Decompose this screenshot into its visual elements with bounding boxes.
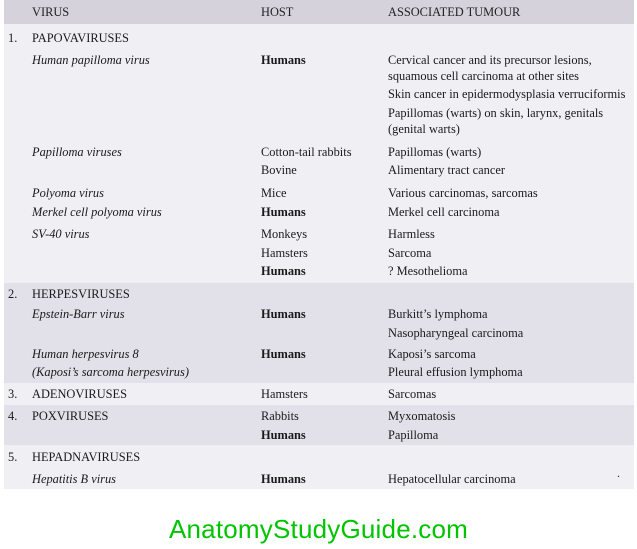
virus-name: SV-40 virus <box>32 227 90 241</box>
virus-name: Epstein-Barr virus <box>32 307 125 321</box>
tumour-name: Papilloma <box>388 428 439 442</box>
tumour-name: Merkel cell carcinoma <box>388 205 500 219</box>
group-name: HERPESVIRUSES <box>32 287 130 301</box>
tumour-name: Kaposi’s sarcoma <box>388 347 476 361</box>
header-tumour: ASSOCIATED TUMOUR <box>388 5 521 19</box>
virus-name: Hepatitis B virus <box>32 472 116 486</box>
tumour-name: Cervical cancer and its precursor lesions, <box>388 53 592 67</box>
host-name: Bovine <box>261 163 297 177</box>
group-name: PAPOVAVIRUSES <box>32 31 129 45</box>
host-name: Humans <box>261 205 306 219</box>
tumour-name: Hepatocellular carcinoma <box>388 472 516 486</box>
tumour-name: squamous cell carcinoma at other sites <box>388 69 579 83</box>
tumour-name: Nasopharyngeal carcinoma <box>388 326 524 340</box>
tumour-name: Papillomas (warts) <box>388 145 482 159</box>
stray-dot: . <box>617 466 620 480</box>
host-name: Humans <box>261 307 306 321</box>
tumour-name: Skin cancer in epidermodysplasia verruciformis <box>388 87 626 101</box>
tumour-name: Sarcoma <box>388 246 432 260</box>
host-name: Humans <box>261 428 306 442</box>
tumour-name: Harmless <box>388 227 435 241</box>
virus-name: Human papilloma virus <box>32 53 150 67</box>
group-name: HEPADNAVIRUSES <box>32 450 141 464</box>
tumour-name: Myxomatosis <box>388 409 456 423</box>
virus-name: Human herpesvirus 8 <box>32 347 139 361</box>
group-name: POXVIRUSES <box>32 409 109 423</box>
tumour-name: (genital warts) <box>388 122 460 136</box>
tumour-name: Various carcinomas, sarcomas <box>388 186 538 200</box>
group-number: 1. <box>8 31 18 45</box>
host-name: Humans <box>261 53 306 67</box>
tumour-name: Pleural effusion lymphoma <box>388 365 523 379</box>
tumour-name: ? Mesothelioma <box>388 264 468 278</box>
host-name: Hamsters <box>261 246 308 260</box>
host-name: Rabbits <box>261 409 299 423</box>
tumour-name: Alimentary tract cancer <box>388 163 505 177</box>
host-name: Mice <box>261 186 287 200</box>
host-name: Humans <box>261 472 306 486</box>
virus-name: Merkel cell polyoma virus <box>32 205 162 219</box>
group-number: 3. <box>8 387 18 401</box>
group-number: 4. <box>8 409 18 423</box>
virus-name: Papilloma viruses <box>32 145 122 159</box>
group-number: 2. <box>8 287 18 301</box>
watermark-text: AnatomyStudyGuide.com <box>168 514 468 544</box>
virus-name: Polyoma virus <box>32 186 104 200</box>
header-virus: VIRUS <box>32 5 70 19</box>
host-name: Humans <box>261 264 306 278</box>
header-band <box>4 0 634 24</box>
header-host: HOST <box>261 5 294 19</box>
host-name: Hamsters <box>261 387 308 401</box>
host-name: Cotton-tail rabbits <box>261 145 352 159</box>
tumour-name: Burkitt’s lymphoma <box>388 307 488 321</box>
host-name: Monkeys <box>261 227 308 241</box>
tumour-name: Papillomas (warts) on skin, larynx, genitals <box>388 106 604 120</box>
host-name: Humans <box>261 347 306 361</box>
tumour-name: Sarcomas <box>388 387 437 401</box>
group-number: 5. <box>8 450 18 464</box>
group-name: ADENOVIRUSES <box>32 387 127 401</box>
virus-name: (Kaposi’s sarcoma herpesvirus) <box>32 365 189 379</box>
